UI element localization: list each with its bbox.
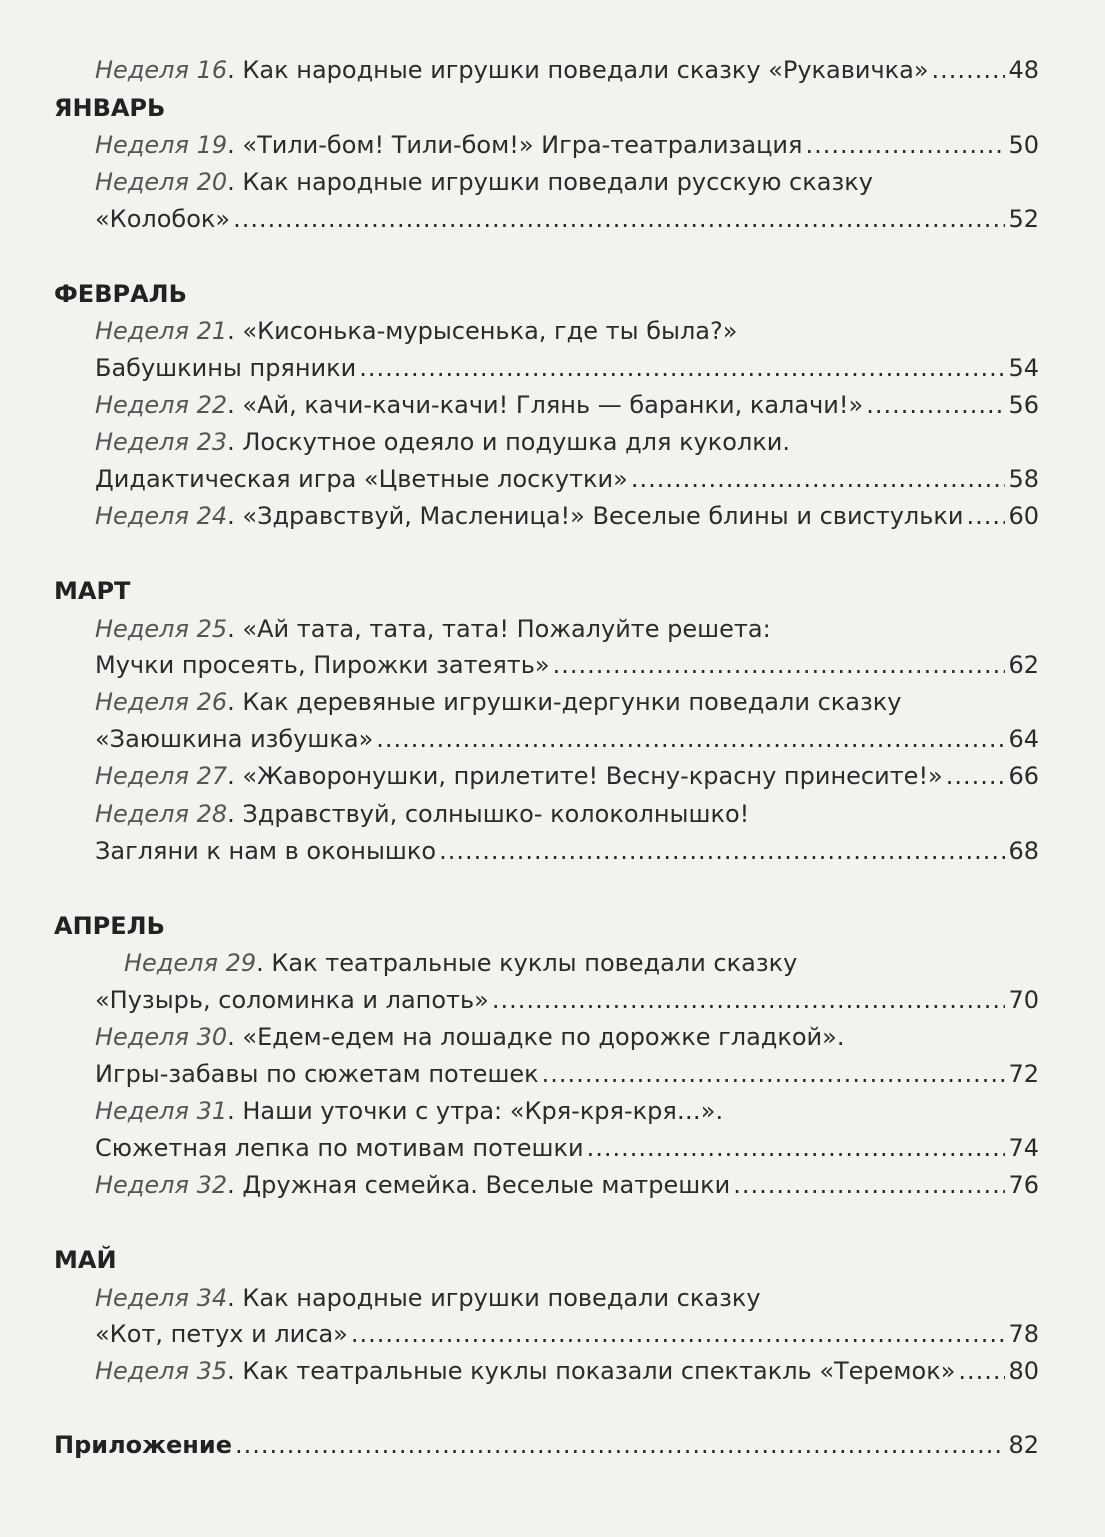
week-label: Неделя 23 [95, 428, 228, 456]
page-number: 52 [1008, 205, 1039, 233]
week-label: Неделя 22 [95, 391, 228, 419]
entry-title: «Пузырь, соломинка и лапоть» [95, 986, 489, 1014]
page-number: 48 [1008, 56, 1039, 84]
toc-entry [95, 1167, 1039, 1204]
entry-text [95, 758, 943, 795]
page-number: 54 [1008, 354, 1039, 382]
toc-entry-continuation [95, 833, 1039, 870]
entry-text [95, 424, 790, 461]
toc-entry [95, 498, 1039, 535]
page-number: 60 [1008, 502, 1039, 530]
toc-entry [124, 945, 1039, 982]
dot-leader [866, 387, 1005, 424]
month-heading: ФЕВРАЛЬ [54, 280, 187, 308]
entry-text [95, 313, 737, 350]
week-label: Неделя 20 [95, 168, 228, 196]
toc-entry [95, 52, 1039, 89]
entry-title: . Лоскутное одеяло и подушка для куколки. [227, 428, 791, 456]
toc-entry [95, 796, 1039, 833]
week-label: Неделя 29 [124, 949, 257, 977]
entry-title: . Как деревяные игрушки-дергунки поведали сказку [227, 688, 902, 716]
toc-entry-continuation [95, 1056, 1039, 1093]
toc-entry [95, 1353, 1039, 1390]
entry-title: . Как народные игрушки поведали сказку «Рукавичка» [227, 56, 929, 84]
dot-leader [932, 52, 1006, 89]
entry-text [95, 1093, 723, 1130]
toc-entry-continuation [95, 982, 1039, 1019]
page-number: 62 [1008, 651, 1039, 679]
entry-text [95, 684, 901, 721]
entry-text [95, 1280, 761, 1317]
page-number: 76 [1008, 1171, 1039, 1199]
week-label: Неделя 25 [95, 615, 228, 643]
dot-leader [233, 201, 1005, 238]
entry-title: Мучки просеять, Пирожки затеять» [95, 651, 550, 679]
dot-leader [492, 982, 1006, 1019]
entry-title: . Как народные игрушки поведали сказку [227, 1284, 761, 1312]
toc-entry-continuation [95, 461, 1039, 498]
page-number: 50 [1008, 131, 1039, 159]
entry-title: «Кот, петух и лиса» [95, 1320, 348, 1348]
page-number: 80 [1008, 1357, 1039, 1385]
entry-text [95, 52, 929, 89]
toc-entry-continuation [95, 647, 1039, 684]
toc-entry [95, 1280, 1039, 1317]
toc-entry [95, 164, 1039, 201]
toc-entry-continuation [95, 1130, 1039, 1167]
dot-leader [805, 127, 1005, 164]
week-label: Неделя 35 [95, 1357, 228, 1385]
entry-title: «Колобок» [95, 205, 231, 233]
toc-entry [95, 611, 1039, 648]
dot-leader [631, 461, 1006, 498]
entry-title: . «Тили-бом! Тили-бом!» Игра-театрализация [227, 131, 803, 159]
week-label: Неделя 30 [95, 1023, 228, 1051]
toc-entry-continuation [95, 201, 1039, 238]
entry-title: . «Ай, качи-качи-качи! Глянь — баранки, калачи!» [227, 391, 864, 419]
entry-title: . «Кисонька-мурысенька, где ты была?» [227, 317, 738, 345]
entry-title: Дидактическая игра «Цветные лоскутки» [95, 465, 628, 493]
dot-leader [439, 833, 1005, 870]
page-number: 58 [1008, 465, 1039, 493]
toc-entry [95, 424, 1039, 461]
entry-title: Сюжетная лепка по мотивам потешки [95, 1134, 584, 1162]
toc-entry [95, 387, 1039, 424]
entry-title: . Как театральные куклы поведали сказку [256, 949, 798, 977]
entry-text [124, 945, 797, 982]
month-heading: МАЙ [54, 1246, 117, 1274]
entry-title: . Наши уточки с утра: «Кря-кря-кря…». [227, 1097, 724, 1125]
week-label: Неделя 16 [95, 56, 228, 84]
dot-leader [376, 721, 1005, 758]
dot-leader [733, 1167, 1005, 1204]
entry-title: . Как народные игрушки поведали русскую сказку [227, 168, 873, 196]
toc-entry [95, 1019, 1039, 1056]
entry-text [95, 1019, 844, 1056]
entry-text [95, 1167, 730, 1204]
week-label: Неделя 31 [95, 1097, 228, 1125]
dot-leader [946, 758, 1006, 795]
dot-leader [958, 1353, 1005, 1390]
entry-text [95, 611, 771, 648]
entry-title: Игры-забавы по сюжетам потешек [95, 1060, 539, 1088]
entry-text [95, 127, 802, 164]
page-number: 72 [1008, 1060, 1039, 1088]
toc-entry [95, 313, 1039, 350]
week-label: Неделя 19 [95, 131, 228, 159]
week-label: Неделя 28 [95, 800, 228, 828]
page-number: 74 [1008, 1134, 1039, 1162]
month-heading: ЯНВАРЬ [54, 94, 166, 122]
dot-leader [351, 1316, 1006, 1353]
appendix-entry [54, 1427, 1039, 1464]
entry-title: . Как театральные куклы показали спектакль «Теремок» [227, 1357, 956, 1385]
toc-entry [95, 758, 1039, 795]
entry-title: «Заюшкина избушка» [95, 725, 374, 753]
page-number: 82 [1008, 1431, 1039, 1459]
toc-entry-continuation [95, 350, 1039, 387]
entry-text [95, 387, 863, 424]
entry-text [95, 796, 749, 833]
entry-title: . «Ай тата, тата, тата! Пожалуйте решета: [227, 615, 771, 643]
entry-text [95, 1353, 955, 1390]
page-number: 56 [1008, 391, 1039, 419]
dot-leader [542, 1056, 1006, 1093]
toc-entry-continuation [95, 721, 1039, 758]
entry-text [95, 164, 873, 201]
appendix-label: Приложение [54, 1431, 232, 1459]
dot-leader [587, 1130, 1006, 1167]
dot-leader [553, 647, 1006, 684]
dot-leader [967, 498, 1006, 535]
toc-entry [95, 1093, 1039, 1130]
entry-title: Бабушкины пряники [95, 354, 357, 382]
entry-text [95, 498, 964, 535]
page-number: 64 [1008, 725, 1039, 753]
toc-entry-continuation [95, 1316, 1039, 1353]
week-label: Неделя 24 [95, 502, 228, 530]
page-number: 78 [1008, 1320, 1039, 1348]
toc-entry [95, 127, 1039, 164]
week-label: Неделя 27 [95, 762, 228, 790]
page-number: 70 [1008, 986, 1039, 1014]
page-number: 68 [1008, 837, 1039, 865]
entry-title: . Дружная семейка. Веселые матрешки [227, 1171, 731, 1199]
week-label: Неделя 32 [95, 1171, 228, 1199]
entry-title: . «Жаворонушки, прилетите! Весну-красну принесите!» [227, 762, 943, 790]
entry-title: . Здравствуй, солнышко- колоколнышко! [227, 800, 750, 828]
entry-title: . «Едем-едем на лошадке по дорожке гладкой». [227, 1023, 845, 1051]
toc-entry [95, 684, 1039, 721]
entry-title: Загляни к нам в оконышко [95, 837, 437, 865]
week-label: Неделя 21 [95, 317, 228, 345]
week-label: Неделя 26 [95, 688, 228, 716]
dot-leader [359, 350, 1005, 387]
dot-leader [235, 1427, 1005, 1464]
month-heading: АПРЕЛЬ [54, 912, 165, 940]
entry-title: . «Здравствуй, Масленица!» Веселые блины и свистульки [227, 502, 964, 530]
month-heading: МАРТ [54, 577, 131, 605]
page-number: 66 [1008, 762, 1039, 790]
week-label: Неделя 34 [95, 1284, 228, 1312]
